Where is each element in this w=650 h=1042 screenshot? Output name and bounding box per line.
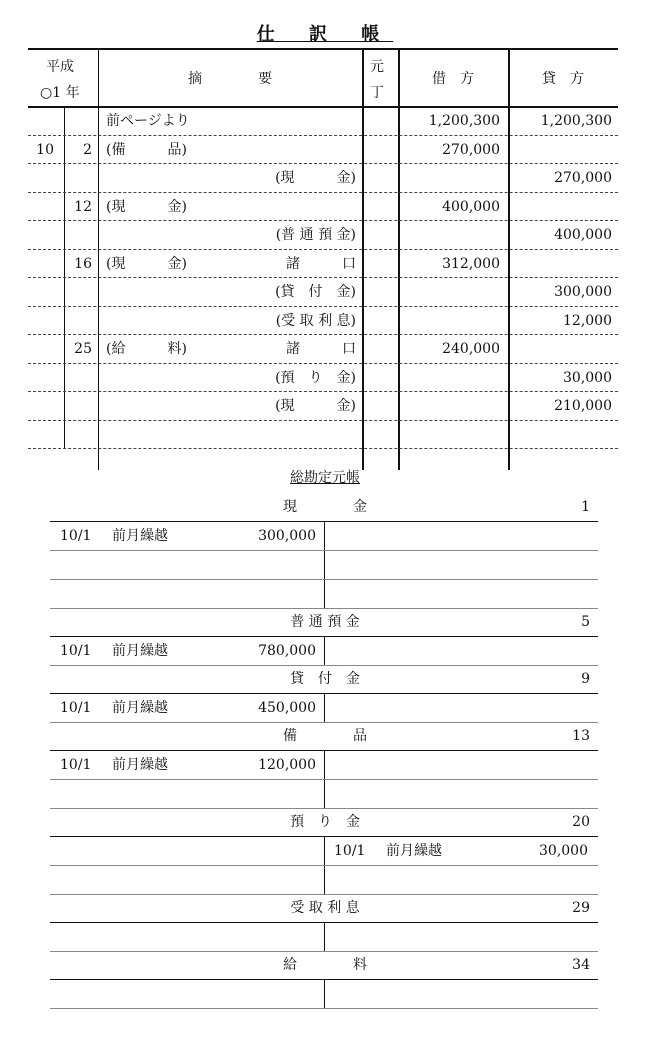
- ledger-credit-item: 前月繰越: [386, 843, 442, 859]
- journal-row-divider: [28, 249, 618, 250]
- journal-day: 12: [74, 198, 92, 215]
- journal-right-account: 諸 口: [286, 341, 356, 357]
- ledger-account-name: 給 料: [283, 957, 367, 973]
- ledger-account-number: 9: [581, 671, 590, 687]
- journal-month: 10: [36, 141, 54, 158]
- journal-row-divider: [28, 163, 618, 164]
- journal-row-divider: [28, 192, 618, 193]
- journal-row-divider: [28, 420, 618, 421]
- ledger-row-line: [50, 579, 598, 580]
- journal-col-rule: [362, 48, 364, 470]
- journal-debit-amount: 1,200,300: [428, 113, 500, 129]
- journal-day: 16: [74, 255, 92, 272]
- ledger-account-name: 受 取 利 息: [290, 900, 360, 916]
- journal-row-divider: [28, 277, 618, 278]
- ledger-t-center: [324, 693, 325, 722]
- journal-credit-amount: 210,000: [554, 398, 612, 414]
- journal-left-account: (現 金): [106, 255, 187, 272]
- ledger-debit-amount: 120,000: [258, 757, 316, 773]
- journal-top-rule: [28, 48, 618, 50]
- ledger-row-line: [50, 865, 598, 866]
- ledger-t-center: [324, 922, 325, 951]
- ledger-account-name: 普 通 預 金: [290, 614, 360, 630]
- journal-credit-amount: 300,000: [554, 284, 612, 300]
- ledger-debit-item: 前月繰越: [112, 528, 168, 544]
- journal-credit-amount: 400,000: [554, 227, 612, 243]
- ledger-row-line: [50, 550, 598, 551]
- journal-right-account: (現 金): [275, 170, 356, 186]
- journal-left-account: (備 品): [106, 141, 187, 158]
- ledger-account-number: 1: [581, 499, 590, 515]
- journal-credit-amount: 30,000: [563, 369, 612, 386]
- journal-right-account: (現 金): [275, 398, 356, 414]
- journal-credit-amount: 1,200,300: [540, 113, 612, 129]
- ledger-debit-date: 10/1: [60, 528, 92, 544]
- ledger-account-number: 13: [572, 728, 590, 744]
- ledger-title: 総勘定元帳: [290, 470, 360, 486]
- header-era: 平成: [46, 59, 74, 75]
- journal-left-account: (現 金): [106, 198, 187, 215]
- ledger-row-line: [50, 808, 598, 809]
- ledger-debit-date: 10/1: [60, 700, 92, 716]
- journal-day: 25: [74, 341, 92, 357]
- journal-right-account: 諸 口: [286, 255, 356, 272]
- header-ref-bottom: 丁: [370, 85, 384, 101]
- ledger-row-line: [50, 779, 598, 780]
- journal-debit-amount: 240,000: [442, 341, 500, 357]
- journal-right-account: (預 り 金): [275, 369, 356, 386]
- journal-right-account: (貸 付 金): [275, 284, 356, 300]
- journal-debit-amount: 312,000: [442, 255, 500, 272]
- ledger-row-line: [50, 1008, 598, 1009]
- header-year: ○1 年: [40, 85, 80, 101]
- journal-row-divider: [28, 220, 618, 221]
- journal-right-account: (受 取 利 息): [275, 312, 356, 329]
- ledger-debit-item: 前月繰越: [112, 700, 168, 716]
- ledger-debit-date: 10/1: [60, 643, 92, 659]
- ledger-account-number: 29: [572, 900, 590, 916]
- ledger-t-center: [324, 979, 325, 1008]
- journal-row-divider: [28, 391, 618, 392]
- ledger-row-line: [50, 951, 598, 952]
- journal-left-account: 前ページより: [106, 113, 190, 129]
- ledger-debit-amount: 450,000: [258, 700, 316, 716]
- header-credit: 貸 方: [542, 71, 584, 87]
- journal-right-account: (普 通 預 金): [275, 227, 356, 243]
- ledger-debit-item: 前月繰越: [112, 643, 168, 659]
- ledger-debit-item: 前月繰越: [112, 757, 168, 773]
- ledger-row-line: [50, 608, 598, 609]
- ledger-row-line: [50, 722, 598, 723]
- journal-debit-amount: 270,000: [442, 141, 500, 158]
- ledger-t-center: [324, 521, 325, 608]
- journal-row-divider: [28, 448, 618, 449]
- ledger-debit-amount: 780,000: [258, 643, 316, 659]
- ledger-account-number: 34: [572, 957, 590, 973]
- ledger-row-line: [50, 894, 598, 895]
- journal-row-divider: [28, 135, 618, 136]
- ledger-account-number: 20: [572, 814, 590, 830]
- journal-row-divider: [28, 306, 618, 307]
- journal-col-rule: [98, 48, 99, 470]
- ledger-credit-amount: 30,000: [539, 843, 588, 859]
- header-ref-top: 元: [370, 59, 384, 75]
- journal-credit-amount: 270,000: [554, 170, 612, 186]
- journal-header-rule: [28, 106, 618, 108]
- ledger-account-number: 5: [581, 614, 590, 630]
- ledger-account-name: 貸 付 金: [290, 671, 360, 687]
- ledger-account-name: 備 品: [283, 728, 367, 744]
- journal-left-account: (給 料): [106, 341, 187, 357]
- header-debit: 借 方: [432, 71, 474, 87]
- ledger-debit-amount: 300,000: [258, 528, 316, 544]
- header-summary: 摘 要: [188, 71, 272, 87]
- ledger-t-center: [324, 636, 325, 665]
- journal-title: 仕 訳 帳: [256, 24, 394, 45]
- journal-credit-amount: 12,000: [563, 312, 612, 329]
- ledger-account-name: 現 金: [283, 499, 367, 515]
- ledger-account-name: 預 り 金: [290, 814, 360, 830]
- journal-day: 2: [83, 141, 92, 158]
- ledger-credit-date: 10/1: [334, 843, 366, 859]
- ledger-row-line: [50, 665, 598, 666]
- journal-debit-amount: 400,000: [442, 198, 500, 215]
- ledger-debit-date: 10/1: [60, 757, 92, 773]
- journal-row-divider: [28, 334, 618, 335]
- journal-row-divider: [28, 363, 618, 364]
